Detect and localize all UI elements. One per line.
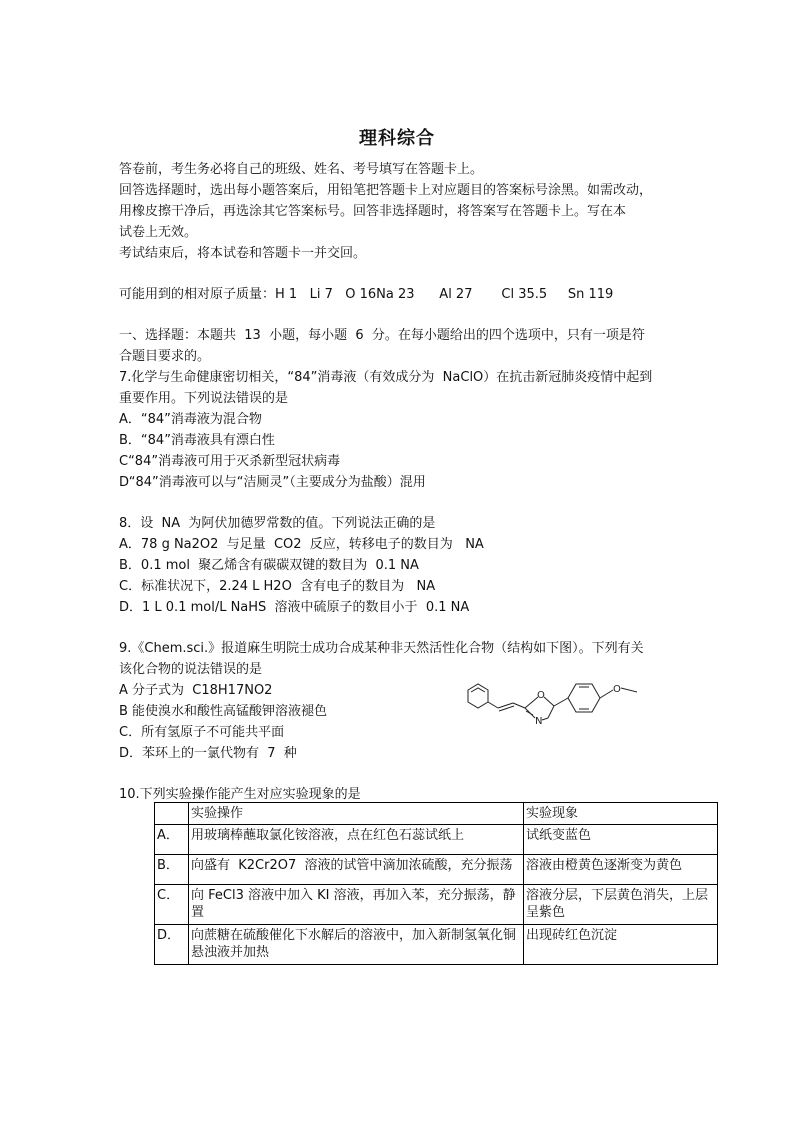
row-phenomenon: 试纸变蓝色 bbox=[524, 825, 718, 855]
methoxy-oxygen-label: O bbox=[613, 684, 621, 695]
table-row bbox=[155, 825, 718, 855]
question-8-option-d: D．1 L 0.1 mol/L NaHS 溶液中硫原子的数目小于 0.1 NA bbox=[119, 600, 470, 615]
row-label: B． bbox=[155, 855, 189, 885]
question-9-option-d: D．苯环上的一氯代物有 7 种 bbox=[119, 746, 297, 761]
row-operation: 向盛有 K2Cr2O7 溶液的试管中滴加浓硫酸，充分振荡 bbox=[189, 855, 524, 885]
row-phenomenon: 溶液由橙黄色逐渐变为黄色 bbox=[524, 855, 718, 885]
ring-oxygen-label: O bbox=[537, 690, 545, 701]
ring-bond-c-c bbox=[548, 706, 554, 718]
row-phenomenon: 溶液分层，下层黄色消失，上层呈紫色 bbox=[524, 885, 718, 925]
ring-bond-c-n bbox=[542, 718, 548, 720]
instruction-line: 用橡皮擦干净后，再选涂其它答案标号。回答非选择题时，将答案写在答题卡上。写在本 bbox=[119, 204, 627, 219]
ring-bond-o-c bbox=[544, 697, 554, 706]
row-label: C． bbox=[155, 885, 189, 925]
question-7-stem: 7.化学与生命健康密切相关，“84”消毒液（有效成分为 NaClO）在抗击新冠肺炎疫情中起到 bbox=[119, 370, 653, 385]
question-9-option-b: B 能使溴水和酸性高锰酸钾溶液褪色 bbox=[119, 704, 328, 719]
ring-nitrogen-label: N bbox=[535, 716, 543, 727]
instruction-line: 答卷前，考生务必将自己的班级、姓名、考号填写在答题卡上。 bbox=[119, 162, 484, 177]
experiment-table bbox=[154, 802, 718, 965]
atomic-masses: 可能用到的相对原子质量：H 1 Li 7 O 16Na 23 Al 27 Cl 35.5 Sn 119 bbox=[119, 287, 614, 302]
vinyl-bond bbox=[513, 703, 525, 708]
aryl-bond bbox=[554, 698, 568, 706]
table-header-cell: 实验现象 bbox=[524, 803, 718, 825]
row-label: A． bbox=[155, 825, 189, 855]
page-title: 理科综合 bbox=[359, 128, 435, 149]
question-8-stem: 8．设 NA 为阿伏加德罗常数的值。下列说法正确的是 bbox=[119, 516, 436, 531]
question-7-option-b: B．“84”消毒液具有漂白性 bbox=[119, 433, 275, 448]
table-row bbox=[155, 925, 718, 965]
methyl-bond bbox=[621, 688, 637, 692]
question-9-stem: 该化合物的说法错误的是 bbox=[119, 662, 263, 677]
instruction-line: 考试结束后，将本试卷和答题卡一并交回。 bbox=[119, 246, 367, 261]
table-header-cell bbox=[155, 803, 189, 825]
row-operation: 向蔗糖在硫酸催化下水解后的溶液中，加入新制氢氧化铜悬浊液并加热 bbox=[189, 925, 524, 965]
row-operation: 向 FeCl3 溶液中加入 KI 溶液，再加入苯，充分振荡，静置 bbox=[189, 885, 524, 925]
methoxy-bond bbox=[600, 690, 613, 698]
question-7-option-c: C“84”消毒液可用于灭杀新型冠状病毒 bbox=[119, 454, 341, 469]
vinyl-bond bbox=[488, 702, 498, 708]
question-7-option-d: D“84”消毒液可以与“洁厕灵”（主要成分为盐酸）混用 bbox=[119, 475, 426, 490]
instruction-line: 试卷上无效。 bbox=[119, 225, 198, 240]
benzene-ring-left-double bbox=[471, 688, 485, 692]
question-7-stem: 重要作用。下列说法错误的是 bbox=[119, 391, 289, 406]
compound-structure-diagram bbox=[455, 672, 655, 736]
question-9-option-c: C．所有氢原子不可能共平面 bbox=[119, 725, 285, 740]
question-9-stem: 9.《Chem.sci.》报道麻生明院士成功合成某种非天然活性化合物（结构如下图）。下列有关 bbox=[119, 641, 644, 656]
section-heading: 合题目要求的。 bbox=[119, 349, 211, 364]
table-header-cell: 实验操作 bbox=[189, 803, 524, 825]
row-phenomenon: 出现砖红色沉淀 bbox=[524, 925, 718, 965]
instruction-line: 回答选择题时，选出每小题答案后，用铅笔把答题卡上对应题目的答案标号涂黑。如需改动， bbox=[119, 183, 653, 198]
benzene-ring-right bbox=[568, 684, 600, 712]
question-7-option-a: A．“84”消毒液为混合物 bbox=[119, 412, 262, 427]
table-header-row bbox=[155, 803, 718, 825]
table-row bbox=[155, 855, 718, 885]
section-heading: 一、选择题：本题共 13 小题，每小题 6 分。在每小题给出的四个选项中，只有一项是符 bbox=[119, 328, 645, 343]
ring-double-bond-cn bbox=[526, 711, 533, 715]
question-8-option-c: C．标准状况下，2.24 L H2O 含有电子的数目为 NA bbox=[119, 579, 436, 594]
table-row bbox=[155, 885, 718, 925]
question-10-stem: 10.下列实验操作能产生对应实验现象的是 bbox=[119, 787, 361, 802]
question-8-option-a: A．78 g Na2O2 与足量 CO2 反应，转移电子的数目为 NA bbox=[119, 537, 484, 552]
row-operation: 用玻璃棒蘸取氯化铵溶液，点在红色石蕊试纸上 bbox=[189, 825, 524, 855]
row-label: D． bbox=[155, 925, 189, 965]
question-9-option-a: A 分子式为 C18H17NO2 bbox=[119, 683, 273, 698]
question-8-option-b: B．0.1 mol 聚乙烯含有碳碳双键的数目为 0.1 NA bbox=[119, 558, 419, 573]
